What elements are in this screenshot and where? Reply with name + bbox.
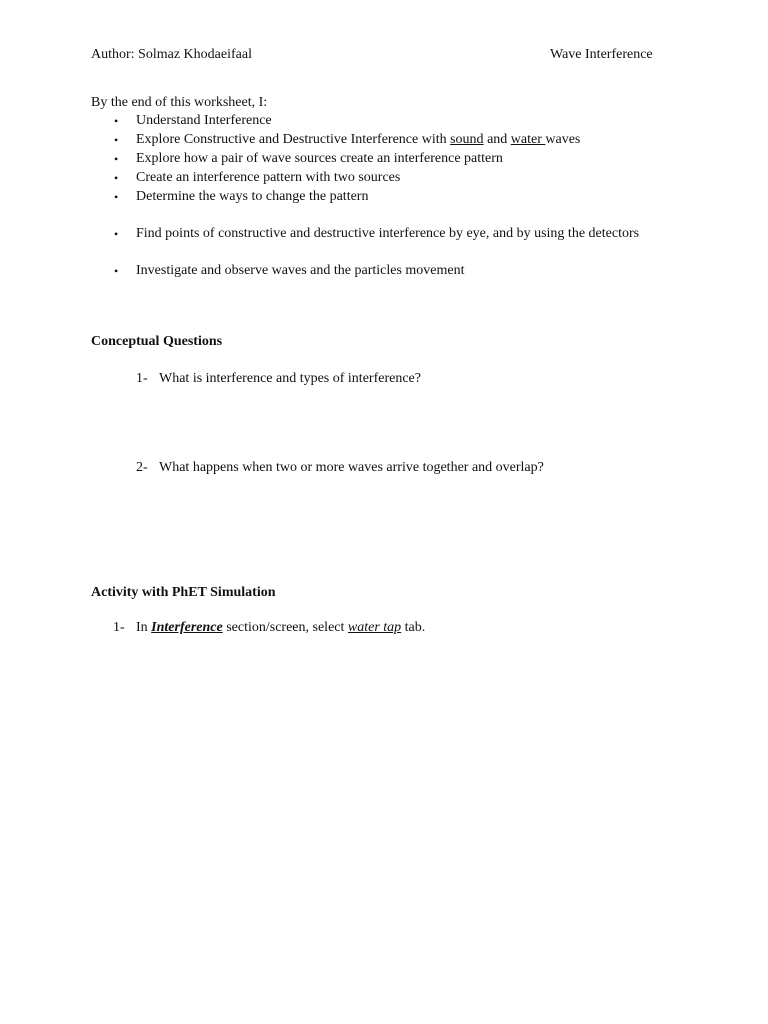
- bullet-marker: •: [114, 114, 119, 128]
- step-text-middle: section/screen, select: [222, 620, 348, 635]
- objective-text: Determine the ways to change the pattern: [136, 189, 369, 204]
- step-text-start: In: [136, 620, 152, 635]
- activity-heading: Activity with PhET Simulation: [91, 585, 276, 600]
- question-number: 1-: [136, 371, 148, 386]
- bullet-marker: •: [114, 264, 119, 278]
- interference-emphasis: Interference: [151, 620, 223, 635]
- bullet-marker: •: [114, 133, 119, 147]
- bullet-marker: •: [114, 152, 119, 166]
- question-text: What is interference and types of interference?: [159, 371, 421, 386]
- document-title: Wave Interference: [550, 47, 653, 62]
- conceptual-questions-heading: Conceptual Questions: [91, 334, 223, 349]
- author-line: Author: Solmaz Khodaeifaal: [91, 47, 252, 62]
- question-text: What happens when two or more waves arrive together and overlap?: [159, 460, 544, 475]
- step-number: 1-: [113, 620, 125, 635]
- objective-text: Investigate and observe waves and the particles movement: [136, 263, 465, 278]
- objective-text-and: and: [483, 132, 511, 147]
- objective-text-end: waves: [545, 132, 581, 147]
- objective-text: Explore how a pair of wave sources create an interference pattern: [136, 151, 503, 166]
- question-number: 2-: [136, 460, 148, 475]
- step-text: [136, 619, 425, 637]
- water-tap-emphasis: water tap: [347, 620, 402, 635]
- objective-text: Create an interference pattern with two sources: [136, 170, 401, 185]
- objective-text: Understand Interference: [136, 113, 272, 128]
- bullet-marker: •: [114, 190, 119, 204]
- objective-text: [136, 131, 580, 149]
- bullet-marker: •: [114, 227, 119, 241]
- objective-text: Find points of constructive and destructive interference by eye, and by using the detectors: [136, 226, 640, 241]
- step-text-end: tab.: [401, 620, 426, 635]
- bullet-marker: •: [114, 171, 119, 185]
- objective-text-start: Explore Constructive and Destructive Interference with: [136, 132, 451, 147]
- sound-underlined: sound: [450, 132, 484, 147]
- intro-text: By the end of this worksheet, I:: [91, 95, 268, 110]
- water-underlined: water: [510, 132, 546, 147]
